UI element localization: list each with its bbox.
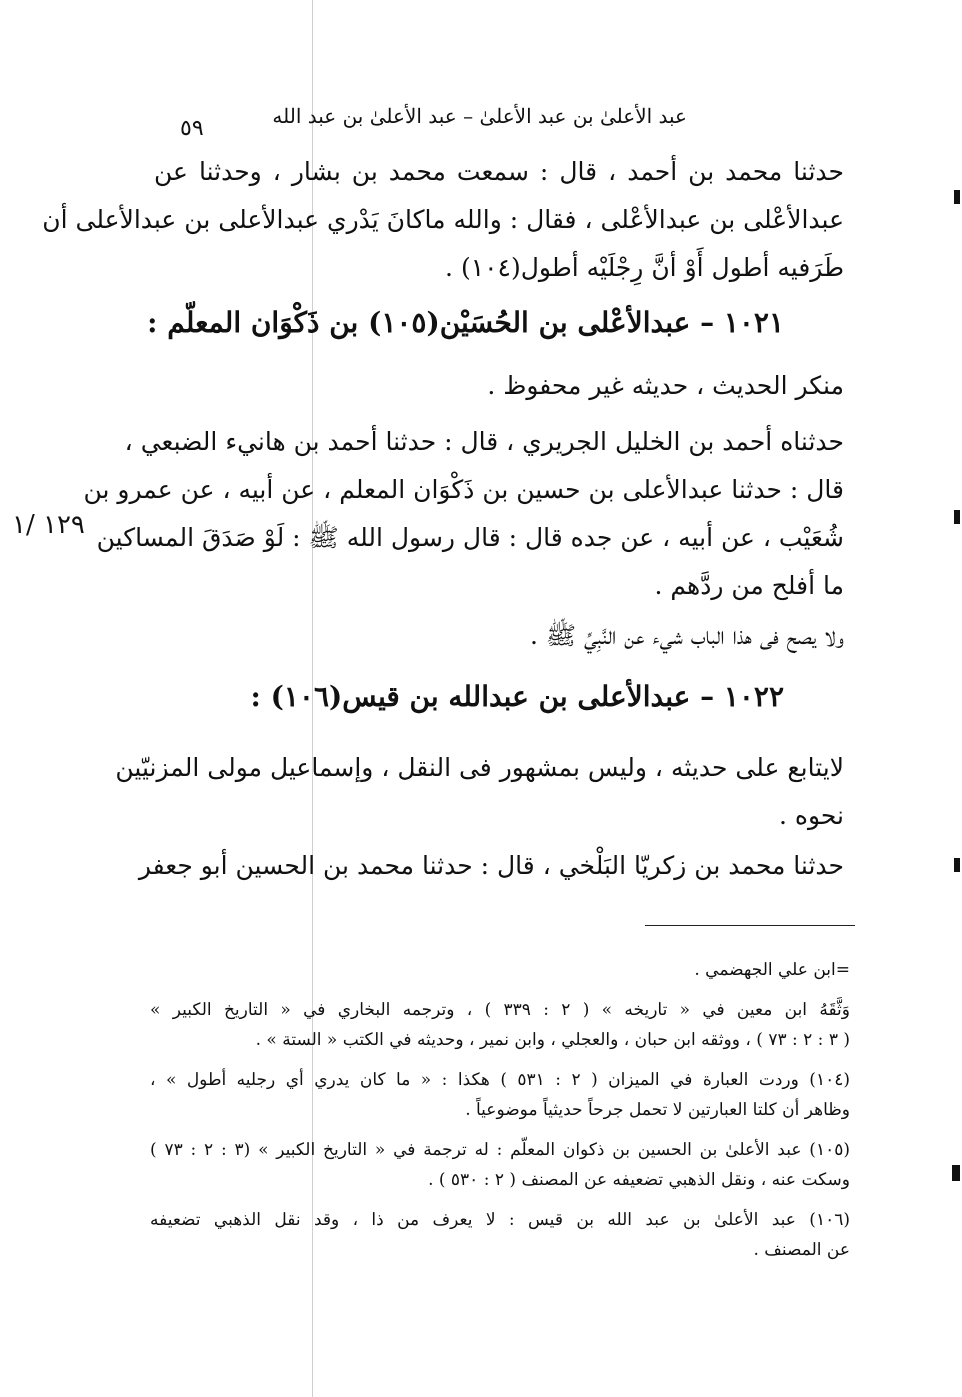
footnote-line: عن المصنف .	[753, 1240, 850, 1260]
running-header: عبد الأعلىٰ بن عبد الأعلىٰ – عبد الأعلىٰ بن عبد الله	[272, 104, 687, 128]
binding-mark	[952, 1165, 960, 1181]
footnote-105	[150, 1135, 850, 1195]
footnotes	[150, 955, 850, 1275]
page-number: ٥٩	[180, 116, 204, 141]
text-line: نحوه .	[778, 801, 844, 830]
entry-heading-1022: ١٠٢٢ – عبدالأعلى بن عبدالله بن قيس(١٠٦) :	[250, 680, 784, 713]
footnote-106	[150, 1205, 850, 1265]
paragraph-1	[42, 148, 844, 292]
paragraph-3	[154, 612, 844, 660]
text-line: قال : حدثنا عبدالأعلى بن حسين بن ذَكْوَان المعلم ، عن أبيه ، عن عمرو بن	[83, 475, 844, 504]
text-line: منكر الحديث ، حديثه غير محفوظ .	[487, 371, 844, 400]
footnote	[150, 995, 850, 1055]
footnote-line: (١٠٤) وردت العبارة في الميزان ( ٢ : ٥٣١ ) هكذا : « ما كان يدري أي رجليه أطول » ،	[150, 1070, 850, 1090]
paragraph-4	[138, 842, 844, 890]
text-line: عبدالأعْلى بن عبدالأعْلى ، فقال : والله ماكانَ يَدْري عبدالأعلى بن عبدالأعلى أن	[42, 205, 844, 234]
binding-mark	[954, 190, 960, 204]
paragraph-2	[83, 418, 844, 610]
footnote-104	[150, 1065, 850, 1125]
text-line: حدثناه أحمد بن الخليل الجريري ، قال : حدثنا أحمد بن هانيء الضبعي ،	[124, 427, 844, 456]
text-line: ولا يصح فى هذا الباب شيء عن النَّبِيِّ ﷺ .	[529, 621, 844, 650]
footnote-line: وَثَّقَهُ ابن معين في « تاريخه » ( ٢ : ٣٣٩ ) ، وترجمه البخاري في « التاريخ الكبير »	[150, 1000, 850, 1020]
footnote-line: وظاهر أن كلتا العبارتين لا تحمل جرحاً حديثياً موضوعياً .	[465, 1100, 850, 1120]
text-line: لايتابع على حديثه ، وليس بمشهور فى النقل ، وإسماعيل مولى المزنيّين	[115, 753, 844, 782]
text-line: ما أفلح من ردَّهم .	[654, 571, 844, 600]
text-line: حدثنا محمد بن أحمد ، قال : سمعت محمد بن بشار ، وحدثنا عن	[154, 157, 844, 186]
footnote-line: =ابن علي الجهضمي .	[694, 960, 850, 980]
footnote	[150, 955, 850, 985]
footnote-line: (١٠٥) عبد الأعلىٰ بن الحسين بن ذكوان المعلّم : له ترجمة في « التاريخ الكبير » (٣ : ٢ : ٧٣ )	[150, 1140, 850, 1160]
text-line: طَرَفيه أطول أَوْ أنَّ رِجْلَيْه أطول(١٠٤) .	[445, 253, 844, 282]
margin-reference: ١٢٩ /١	[12, 510, 85, 540]
binding-mark	[954, 858, 960, 872]
entry-heading-1021: ١٠٢١ – عبدالأعْلى بن الحُسَيْن(١٠٥) بن ذَكْوَان المعلّم :	[147, 306, 784, 339]
footnote-line: ( ٣ : ٢ : ٧٣ ) ، ووثقه ابن حبان ، والعجلي ، وابن نمير ، وحديثه في الكتب « الستة » .	[255, 1030, 850, 1050]
entry-1022-text	[115, 744, 844, 840]
text-line: شُعَيْب ، عن أبيه ، عن جده قال : قال رسول الله ﷺ : لَوْ صَدَقَ المساكين	[96, 523, 844, 552]
text-line: حدثنا محمد بن زكريّا البَلْخي ، قال : حدثنا محمد بن الحسين أبو جعفر	[138, 851, 844, 880]
entry-1021-summary	[154, 362, 844, 410]
binding-mark	[954, 510, 960, 524]
footnote-line: وسكت عنه ، ونقل الذهبي تضعيفه عن المصنف ( ٢ : ٥٣٠ ) .	[428, 1170, 850, 1190]
footnote-line: (١٠٦) عبد الأعلىٰ بن عبد الله بن قيس : لا يعرف من ذا ، وقد نقل الذهبي تضعيفه	[150, 1210, 850, 1230]
footnote-separator	[645, 925, 855, 926]
